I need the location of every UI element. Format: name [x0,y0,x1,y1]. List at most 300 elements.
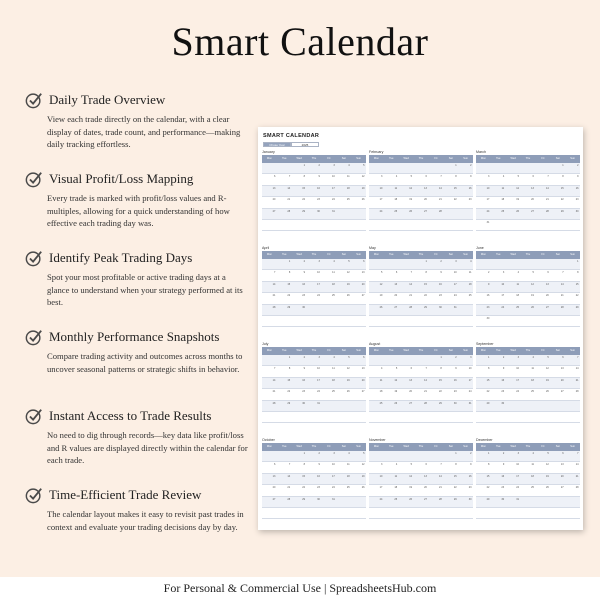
day-cell[interactable] [491,462,506,472]
day-cell[interactable] [292,389,307,399]
day-cell[interactable] [491,282,506,292]
day-cell[interactable] [476,401,491,411]
day-cell[interactable] [565,270,580,280]
day-cell[interactable] [414,485,429,495]
day-cell[interactable] [550,366,565,376]
day-cell[interactable] [321,366,336,376]
day-cell[interactable] [491,174,506,184]
day-cell[interactable] [399,174,414,184]
day-cell[interactable] [428,389,443,399]
day-cell[interactable] [414,462,429,472]
day-cell[interactable] [550,209,565,219]
day-cell[interactable] [351,474,366,484]
day-cell[interactable] [506,282,521,292]
day-cell[interactable] [292,366,307,376]
day-cell[interactable] [565,474,580,484]
day-cell[interactable] [292,174,307,184]
day-cell[interactable] [491,209,506,219]
day-cell[interactable] [414,259,429,269]
day-cell[interactable] [476,474,491,484]
day-cell[interactable] [476,174,491,184]
day-cell[interactable] [307,366,322,376]
year-selector-value[interactable]: 2025 [291,142,319,147]
day-cell[interactable] [550,389,565,399]
day-cell[interactable] [458,282,473,292]
day-cell[interactable] [443,451,458,461]
day-cell[interactable] [521,485,536,495]
day-cell[interactable] [292,401,307,411]
day-cell[interactable] [399,209,414,219]
day-cell[interactable] [491,401,506,411]
day-cell[interactable] [491,366,506,376]
day-cell[interactable] [292,209,307,219]
day-cell[interactable] [307,174,322,184]
day-cell[interactable] [336,462,351,472]
day-cell[interactable] [425,366,443,376]
day-cell[interactable] [262,389,277,399]
day-cell[interactable] [369,497,384,507]
day-cell[interactable] [369,366,384,376]
day-cell[interactable] [428,485,443,495]
day-cell[interactable] [491,497,506,507]
day-cell[interactable] [535,366,550,376]
day-cell[interactable] [277,389,292,399]
day-cell[interactable] [476,220,491,230]
day-cell[interactable] [351,378,366,388]
day-cell[interactable] [369,282,384,292]
day-cell[interactable] [458,174,473,184]
day-cell[interactable] [307,355,322,365]
day-cell[interactable] [428,355,443,365]
day-cell[interactable] [262,197,277,207]
day-cell[interactable] [277,259,292,269]
day-cell[interactable] [521,282,536,292]
day-cell[interactable] [369,378,384,388]
day-cell[interactable] [535,282,550,292]
day-cell[interactable] [351,174,366,184]
day-cell[interactable] [443,305,458,315]
day-cell[interactable] [399,485,414,495]
day-cell[interactable] [384,485,399,495]
day-cell[interactable] [506,305,521,315]
day-cell[interactable] [425,462,443,472]
day-cell[interactable] [321,282,336,292]
day-cell[interactable] [262,209,277,219]
day-cell[interactable] [277,305,292,315]
day-cell[interactable] [336,163,351,173]
day-cell[interactable] [336,485,351,495]
day-cell[interactable] [506,355,521,365]
day-cell[interactable] [521,366,536,376]
day-cell[interactable] [550,485,565,495]
day-cell[interactable] [565,197,580,207]
day-cell[interactable] [476,305,491,315]
day-cell[interactable] [550,474,565,484]
day-cell[interactable] [428,293,443,303]
day-cell[interactable] [565,209,580,219]
day-cell[interactable] [476,282,491,292]
day-cell[interactable] [414,474,429,484]
day-cell[interactable] [307,282,322,292]
day-cell[interactable] [443,485,458,495]
day-cell[interactable] [307,186,322,196]
day-cell[interactable] [476,316,491,326]
day-cell[interactable] [458,366,473,376]
day-cell[interactable] [384,270,399,280]
day-cell[interactable] [399,270,414,280]
day-cell[interactable] [425,270,443,280]
day-cell[interactable] [565,451,580,461]
day-cell[interactable] [351,293,366,303]
day-cell[interactable] [384,401,399,411]
day-cell[interactable] [292,485,307,495]
day-cell[interactable] [277,485,292,495]
day-cell[interactable] [399,497,414,507]
day-cell[interactable] [565,163,580,173]
day-cell[interactable] [550,462,565,472]
day-cell[interactable] [458,401,473,411]
day-cell[interactable] [336,186,351,196]
day-cell[interactable] [443,366,458,376]
day-cell[interactable] [384,186,399,196]
day-cell[interactable] [443,497,458,507]
day-cell[interactable] [443,259,458,269]
day-cell[interactable] [428,209,443,219]
day-cell[interactable] [321,485,336,495]
day-cell[interactable] [521,451,536,461]
day-cell[interactable] [336,197,351,207]
day-cell[interactable] [550,270,565,280]
day-cell[interactable] [414,270,429,280]
day-cell[interactable] [351,389,366,399]
day-cell[interactable] [307,197,322,207]
day-cell[interactable] [535,474,550,484]
day-cell[interactable] [369,401,384,411]
day-cell[interactable] [491,389,506,399]
day-cell[interactable] [458,485,473,495]
day-cell[interactable] [336,259,351,269]
day-cell[interactable] [351,282,366,292]
day-cell[interactable] [565,366,580,376]
day-cell[interactable] [476,451,491,461]
day-cell[interactable] [318,462,336,472]
day-cell[interactable] [262,401,277,411]
day-cell[interactable] [262,186,277,196]
day-cell[interactable] [521,462,536,472]
day-cell[interactable] [476,389,491,399]
day-cell[interactable] [535,209,550,219]
day-cell[interactable] [491,378,506,388]
day-cell[interactable] [521,197,536,207]
day-cell[interactable] [458,186,473,196]
day-cell[interactable] [521,186,536,196]
day-cell[interactable] [384,474,399,484]
day-cell[interactable] [428,197,443,207]
day-cell[interactable] [443,174,458,184]
day-cell[interactable] [292,474,307,484]
day-cell[interactable] [369,270,384,280]
day-cell[interactable] [550,282,565,292]
day-cell[interactable] [458,259,473,269]
day-cell[interactable] [550,186,565,196]
day-cell[interactable] [532,355,550,365]
day-cell[interactable] [443,163,458,173]
day-cell[interactable] [336,270,351,280]
day-cell[interactable] [399,474,414,484]
day-cell[interactable] [277,462,292,472]
day-cell[interactable] [443,282,458,292]
day-cell[interactable] [476,209,491,219]
day-cell[interactable] [565,259,580,269]
day-cell[interactable] [428,282,443,292]
day-cell[interactable] [262,497,277,507]
day-cell[interactable] [262,305,277,315]
day-cell[interactable] [262,174,277,184]
day-cell[interactable] [443,186,458,196]
day-cell[interactable] [351,197,366,207]
day-cell[interactable] [351,451,366,461]
day-cell[interactable] [318,174,336,184]
day-cell[interactable] [428,497,443,507]
day-cell[interactable] [414,186,429,196]
day-cell[interactable] [369,389,384,399]
day-cell[interactable] [307,389,322,399]
day-cell[interactable] [351,366,366,376]
day-cell[interactable] [399,186,414,196]
day-cell[interactable] [521,378,536,388]
day-cell[interactable] [384,197,399,207]
day-cell[interactable] [491,305,506,315]
day-cell[interactable] [336,174,351,184]
day-cell[interactable] [277,174,292,184]
day-cell[interactable] [399,282,414,292]
day-cell[interactable] [550,197,565,207]
day-cell[interactable] [506,462,521,472]
day-cell[interactable] [399,366,414,376]
day-cell[interactable] [458,474,473,484]
day-cell[interactable] [506,209,521,219]
day-cell[interactable] [384,174,399,184]
day-cell[interactable] [565,174,580,184]
day-cell[interactable] [307,401,322,411]
day-cell[interactable] [535,293,550,303]
day-cell[interactable] [262,282,277,292]
day-cell[interactable] [521,174,536,184]
day-cell[interactable] [443,293,458,303]
day-cell[interactable] [458,497,473,507]
day-cell[interactable] [535,389,550,399]
day-cell[interactable] [491,197,506,207]
day-cell[interactable] [521,209,536,219]
day-cell[interactable] [292,378,307,388]
day-cell[interactable] [414,174,429,184]
day-cell[interactable] [476,186,491,196]
day-cell[interactable] [550,355,565,365]
day-cell[interactable] [277,209,292,219]
day-cell[interactable] [521,293,536,303]
day-cell[interactable] [491,186,506,196]
day-cell[interactable] [277,186,292,196]
day-cell[interactable] [262,270,277,280]
day-cell[interactable] [443,378,458,388]
day-cell[interactable] [321,497,336,507]
day-cell[interactable] [550,293,565,303]
day-cell[interactable] [399,197,414,207]
day-cell[interactable] [262,293,277,303]
day-cell[interactable] [414,197,429,207]
day-cell[interactable] [521,389,536,399]
day-cell[interactable] [321,293,336,303]
day-cell[interactable] [458,163,473,173]
day-cell[interactable] [336,293,351,303]
day-cell[interactable] [277,378,292,388]
day-cell[interactable] [384,293,399,303]
day-cell[interactable] [307,293,322,303]
day-cell[interactable] [443,474,458,484]
day-cell[interactable] [414,305,429,315]
day-cell[interactable] [521,355,536,365]
day-cell[interactable] [277,401,292,411]
day-cell[interactable] [491,451,506,461]
day-cell[interactable] [550,451,565,461]
day-cell[interactable] [384,366,399,376]
day-cell[interactable] [369,186,384,196]
day-cell[interactable] [521,474,536,484]
day-cell[interactable] [277,282,292,292]
day-cell[interactable] [443,355,458,365]
day-cell[interactable] [443,270,458,280]
day-cell[interactable] [476,293,491,303]
day-cell[interactable] [292,462,307,472]
day-cell[interactable] [491,270,506,280]
day-cell[interactable] [476,378,491,388]
day-cell[interactable] [336,366,351,376]
day-cell[interactable] [277,197,292,207]
day-cell[interactable] [428,186,443,196]
day-cell[interactable] [565,462,580,472]
day-cell[interactable] [491,293,506,303]
day-cell[interactable] [292,293,307,303]
day-cell[interactable] [414,401,429,411]
day-cell[interactable] [414,389,429,399]
day-cell[interactable] [384,378,399,388]
day-cell[interactable] [550,163,565,173]
day-cell[interactable] [321,474,336,484]
day-cell[interactable] [532,270,550,280]
day-cell[interactable] [369,474,384,484]
day-cell[interactable] [384,462,399,472]
day-cell[interactable] [565,282,580,292]
day-cell[interactable] [369,293,384,303]
day-cell[interactable] [399,305,414,315]
day-cell[interactable] [565,378,580,388]
day-cell[interactable] [351,163,366,173]
day-cell[interactable] [369,197,384,207]
day-cell[interactable] [321,378,336,388]
day-cell[interactable] [292,497,307,507]
day-cell[interactable] [318,451,336,461]
day-cell[interactable] [506,293,521,303]
day-cell[interactable] [277,366,292,376]
day-cell[interactable] [369,485,384,495]
day-cell[interactable] [506,270,521,280]
day-cell[interactable] [458,293,473,303]
day-cell[interactable] [351,259,366,269]
day-cell[interactable] [414,497,429,507]
day-cell[interactable] [351,270,366,280]
day-cell[interactable] [262,378,277,388]
day-cell[interactable] [443,401,458,411]
day-cell[interactable] [521,270,536,280]
day-cell[interactable] [307,209,322,219]
day-cell[interactable] [307,259,322,269]
day-cell[interactable] [262,485,277,495]
day-cell[interactable] [443,197,458,207]
day-cell[interactable] [336,389,351,399]
day-cell[interactable] [458,378,473,388]
day-cell[interactable] [321,209,336,219]
day-cell[interactable] [535,378,550,388]
day-cell[interactable] [535,305,550,315]
day-cell[interactable] [399,401,414,411]
day-cell[interactable] [565,293,580,303]
day-cell[interactable] [351,186,366,196]
day-cell[interactable] [476,366,491,376]
day-cell[interactable] [491,355,506,365]
day-cell[interactable] [318,163,336,173]
day-cell[interactable] [307,451,322,461]
day-cell[interactable] [458,451,473,461]
day-cell[interactable] [414,378,429,388]
day-cell[interactable] [318,259,336,269]
day-cell[interactable] [399,389,414,399]
day-cell[interactable] [292,282,307,292]
day-cell[interactable] [399,293,414,303]
day-cell[interactable] [307,462,322,472]
day-cell[interactable] [336,355,351,365]
day-cell[interactable] [428,401,443,411]
day-cell[interactable] [369,462,384,472]
day-cell[interactable] [458,270,473,280]
day-cell[interactable] [491,474,506,484]
day-cell[interactable] [336,474,351,484]
day-cell[interactable] [262,366,277,376]
day-cell[interactable] [565,389,580,399]
day-cell[interactable] [550,378,565,388]
day-cell[interactable] [307,378,322,388]
day-cell[interactable] [321,186,336,196]
day-cell[interactable] [476,497,491,507]
day-cell[interactable] [506,186,521,196]
day-cell[interactable] [506,451,521,461]
day-cell[interactable] [535,197,550,207]
day-cell[interactable] [476,462,491,472]
day-cell[interactable] [307,163,322,173]
day-cell[interactable] [414,282,429,292]
day-cell[interactable] [307,485,322,495]
day-cell[interactable] [458,197,473,207]
day-cell[interactable] [336,451,351,461]
day-cell[interactable] [506,474,521,484]
day-cell[interactable] [369,174,384,184]
day-cell[interactable] [506,378,521,388]
day-cell[interactable] [565,305,580,315]
day-cell[interactable] [318,355,336,365]
day-cell[interactable] [399,378,414,388]
day-cell[interactable] [550,174,565,184]
day-cell[interactable] [292,355,307,365]
day-cell[interactable] [428,474,443,484]
